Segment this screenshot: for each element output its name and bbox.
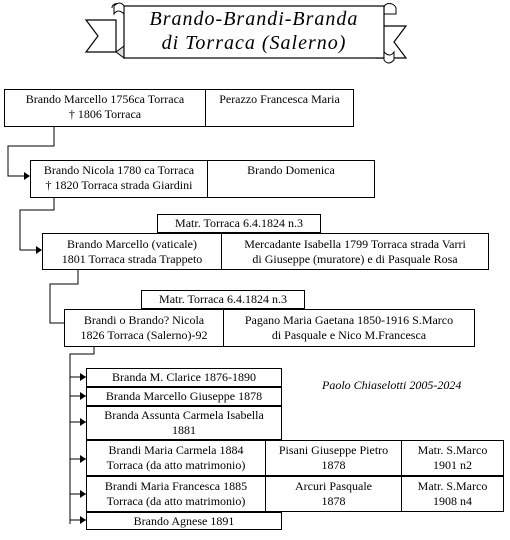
spouse-pagano-maria-gaetana [223,310,474,346]
child-name [87,513,281,529]
child-spouse [265,441,401,475]
child-row [86,387,282,406]
child-row [86,512,282,530]
title-line-2: di Torraca (Salerno) [161,32,347,54]
spouse-mercadante-isabella [221,234,488,269]
spouse-name: Brando Domenica [247,163,335,177]
spouse-name: Perazzo Francesca Maria [219,92,340,106]
person-brando-marcello-1756 [5,90,205,126]
child-name [87,441,265,475]
child-marriage-record [401,477,503,511]
child-name-text: Branda Assunta Carmela Isabella 1881 [104,408,264,437]
child-marriage-text: Matr. S.Marco 1901 n2 [417,443,488,472]
child-name-text: Branda M. Clarice 1876-1890 [112,370,256,384]
spouse-name: Mercadante Isabella 1799 Torraca strada Varri di Giuseppe (muratore) e di Pasquale Rosa [244,236,466,266]
child-row [86,406,282,440]
person-name: Brandi o Brando? Nicola 1826 Torraca (Salerno)-92 [80,313,208,342]
generation-3-couple [42,233,489,270]
marriage-record-gen3 [157,214,321,233]
spouse-perazzo-francesca [205,90,353,126]
person-brandi-nicola-1826 [65,310,223,346]
child-name [87,407,281,439]
child-spouse-text: Pisani Giuseppe Pietro 1878 [278,443,389,472]
child-row [86,440,504,476]
child-name [87,388,281,405]
child-spouse-text: Arcuri Pasquale 1878 [295,479,372,508]
child-name-text: Brando Agnese 1891 [133,513,235,528]
spouse-brando-domenica [207,161,374,197]
title-line-1: Brando-Brandi-Branda [149,8,359,30]
person-name: Brando Marcello (vaticale) 1801 Torraca strada Trappeto [61,236,203,266]
person-brando-marcello-1801 [43,234,221,269]
marriage-record-gen4 [141,290,305,309]
author-credit: Paolo Chiaselotti 2005-2024 [322,378,462,392]
child-marriage-text: Matr. S.Marco 1908 n4 [417,479,488,508]
person-name: Brando Marcello 1756ca Torraca † 1806 Torraca [25,92,185,121]
child-row [86,476,504,512]
generation-2-couple [30,160,375,198]
person-brando-nicola-1780 [31,161,207,197]
child-name [87,369,281,386]
person-name: Brando Nicola 1780 ca Torraca † 1820 Torraca strada Giardini [43,163,195,192]
child-name-text: Brandi Maria Carmela 1884 Torraca (da atto matrimonio) [106,443,246,472]
marriage-label: Matr. Torraca 6.4.1824 n.3 [175,216,303,230]
child-name-text: Brandi Maria Francesca 1885 Torraca (da atto matrimonio) [104,479,248,508]
child-row [86,368,282,387]
spouse-name: Pagano Maria Gaetana 1850-1916 S.Marco di Pasquale e Nico M.Francesca [244,313,454,342]
generation-1-couple [4,89,354,127]
generation-4-couple [64,309,475,347]
child-spouse [265,477,401,511]
child-name-text: Branda Marcello Giuseppe 1878 [105,389,263,403]
child-marriage-record [401,441,503,475]
marriage-label: Matr. Torraca 6.4.1824 n.3 [159,292,287,306]
banner-title [124,7,384,55]
child-name [87,477,265,511]
